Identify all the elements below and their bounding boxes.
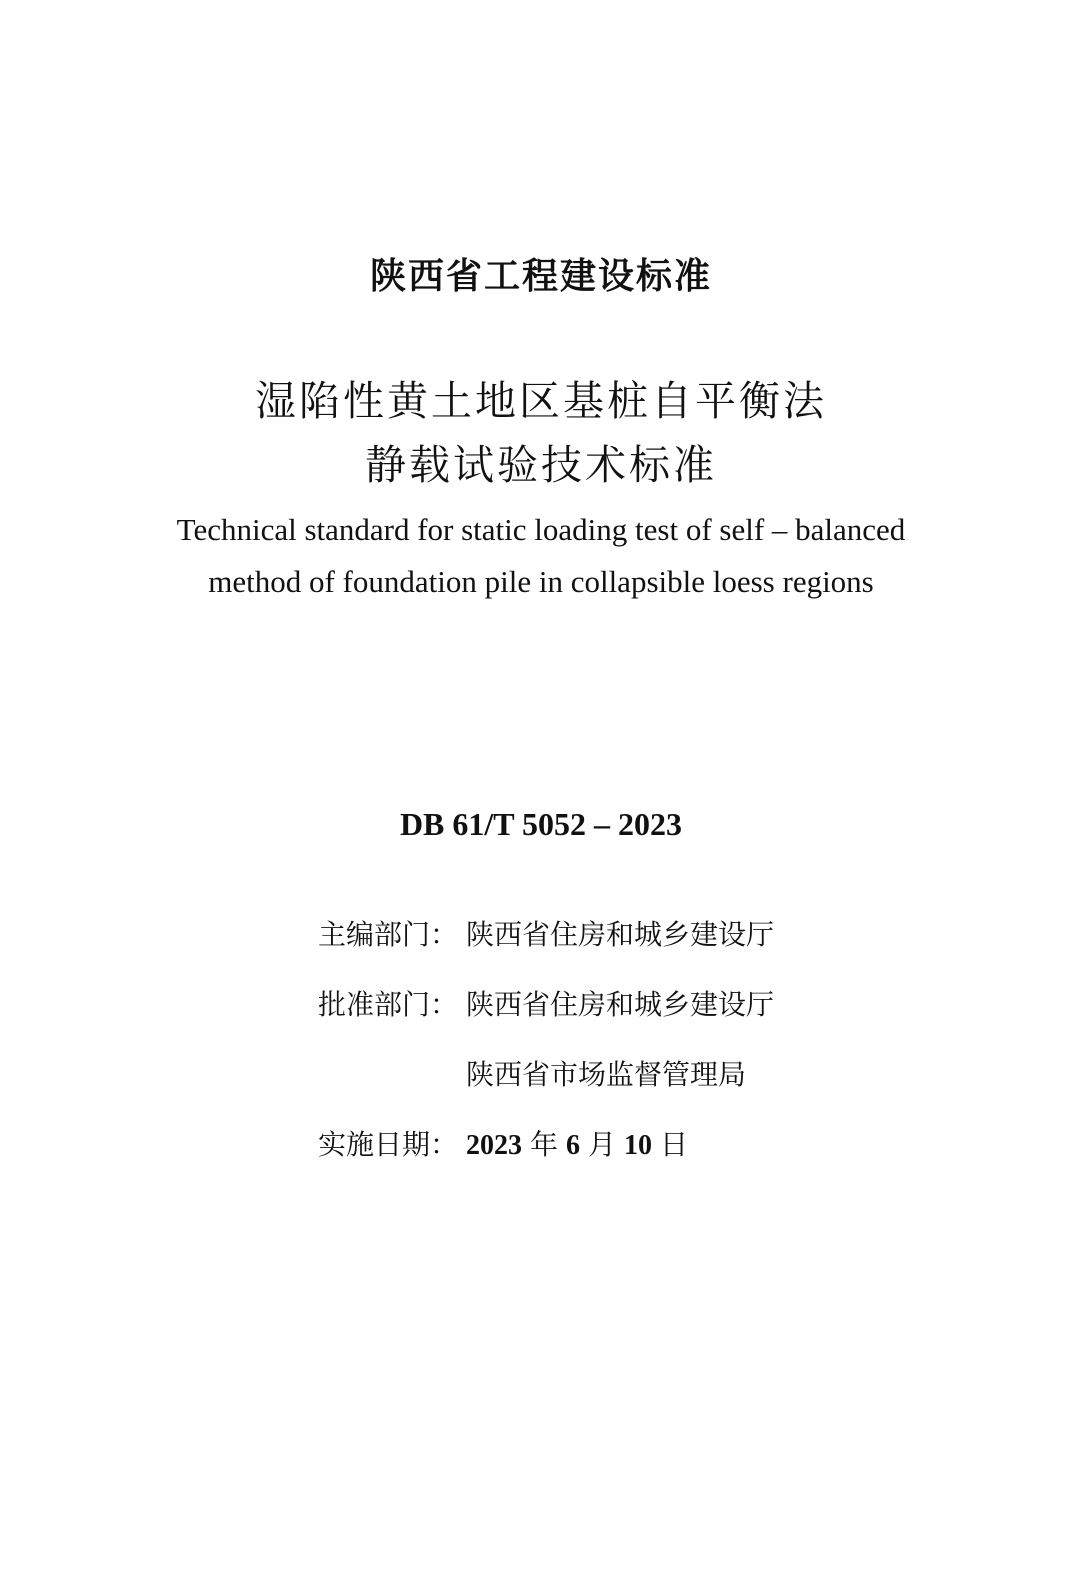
effective-date-month-unit: 月 (588, 1128, 617, 1161)
effective-date-label: 实施日期： (318, 1128, 459, 1161)
effective-date-month: 6 (566, 1130, 581, 1161)
series-title: 陕西省工程建设标准 (369, 256, 712, 297)
chief-editor-value: 陕西省住房和城乡建设厅 (466, 918, 775, 951)
effective-date-day-unit: 日 (660, 1128, 689, 1161)
approval-label: 批准部门： (318, 988, 459, 1021)
approval-value-2: 陕西省市场监督管理局 (466, 1058, 747, 1091)
effective-date-year-unit: 年 (530, 1128, 559, 1161)
title-zh-line1: 湿陷性黄土地区基桩自平衡法 (255, 377, 827, 425)
title-zh-line2: 静载试验技术标准 (365, 441, 717, 489)
title-en-line2: method of foundation pile in collapsible loess regions (208, 564, 874, 599)
chief-editor-label: 主编部门： (318, 918, 459, 951)
approval-row (318, 983, 774, 1023)
effective-date-row (318, 1123, 696, 1163)
standard-code: DB 61/T 5052 – 2023 (399, 806, 683, 842)
effective-date-day: 10 (624, 1130, 653, 1161)
title-en-line1: Technical standard for static loading test of self – balanced (176, 512, 906, 547)
effective-date-year: 2023 (466, 1130, 522, 1161)
approval-value-1: 陕西省住房和城乡建设厅 (466, 988, 775, 1021)
approval-row-2 (318, 1053, 746, 1093)
effective-date-value (466, 1123, 696, 1163)
chief-editor-row (318, 913, 774, 953)
